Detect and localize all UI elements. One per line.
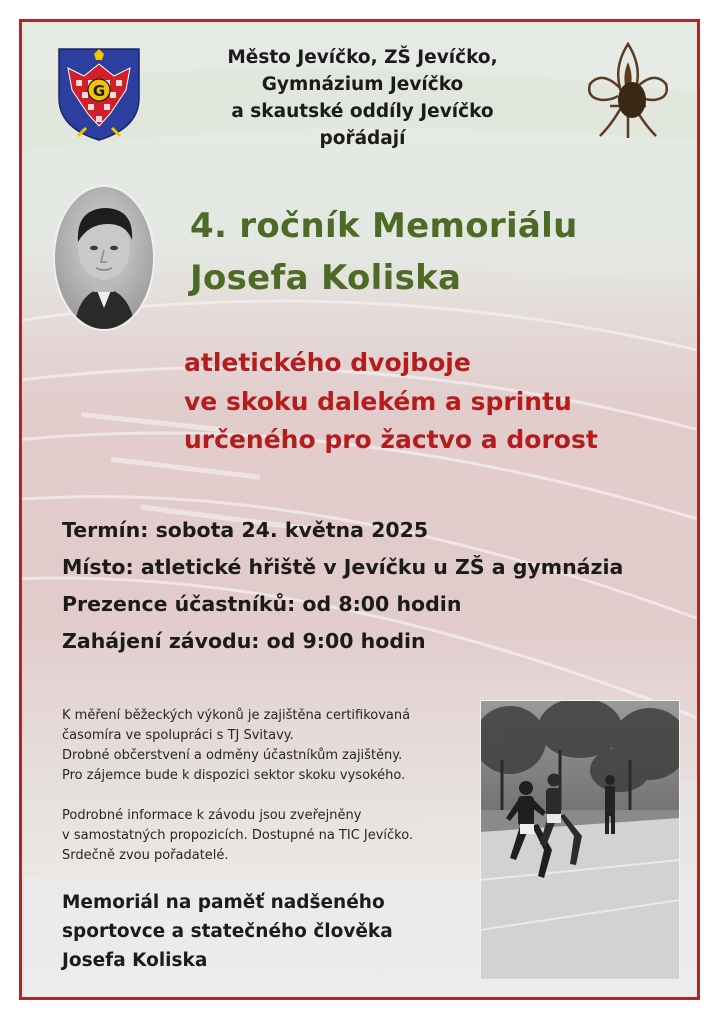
subtitle-line: atletického dvojboje xyxy=(184,348,471,377)
info-line: Pro zájemce bude k dispozici sektor skoku vysokého. xyxy=(62,768,406,783)
info-line: Drobné občerstvení a odměny účastníkům zajištěny. xyxy=(62,748,403,763)
detail-date: Termín: sobota 24. května 2025 xyxy=(62,518,429,542)
dedication-line: Memoriál na paměť nadšeného xyxy=(62,892,385,913)
info-line: v samostatných propozicích. Dostupné na TIC Jevíčko. xyxy=(62,828,414,843)
event-title xyxy=(190,200,578,304)
organizer-line: a skautské oddíly Jevíčko xyxy=(231,101,494,122)
dedication xyxy=(62,888,393,975)
crest-letter: G xyxy=(92,82,106,100)
organizer-line: Město Jevíčko, ZŠ Jevíčko, xyxy=(227,47,498,68)
title-line: 4. ročník Memoriálu xyxy=(190,206,578,246)
organizer-line: Gymnázium Jevíčko xyxy=(261,74,464,95)
event-subtitle xyxy=(184,344,598,460)
detail-place: Místo: atletické hřiště v Jevíčku u ZŠ a gymnázia xyxy=(62,555,624,579)
info-line: Podrobné informace k závodu jsou zveřejněny xyxy=(62,808,362,823)
event-details xyxy=(62,512,623,660)
organizers-block xyxy=(22,44,700,152)
dedication-line: Josefa Koliska xyxy=(62,950,208,971)
poster xyxy=(19,19,700,1000)
subtitle-line: určeného pro žactvo a dorost xyxy=(184,425,598,454)
dedication-line: sportovce a statečného člověka xyxy=(62,921,393,942)
subtitle-line: ve skoku dalekém a sprintu xyxy=(184,386,572,416)
detail-start: Zahájení závodu: od 9:00 hodin xyxy=(62,629,426,653)
info-line: K měření běžeckých výkonů je zajištěna certifikovaná xyxy=(62,708,411,723)
organizer-line: pořádají xyxy=(319,128,406,149)
portrait-photo xyxy=(52,184,156,332)
historical-race-photo xyxy=(480,700,680,980)
detail-registration: Prezence účastníků: od 8:00 hodin xyxy=(62,592,462,616)
info-paragraph-2 xyxy=(62,806,413,866)
info-line: Srdečně zvou pořadatelé. xyxy=(62,848,229,863)
title-line: Josefa Koliska xyxy=(190,258,462,298)
info-line: časomíra ve spolupráci s TJ Svitavy. xyxy=(62,728,294,743)
info-paragraph xyxy=(62,706,410,786)
